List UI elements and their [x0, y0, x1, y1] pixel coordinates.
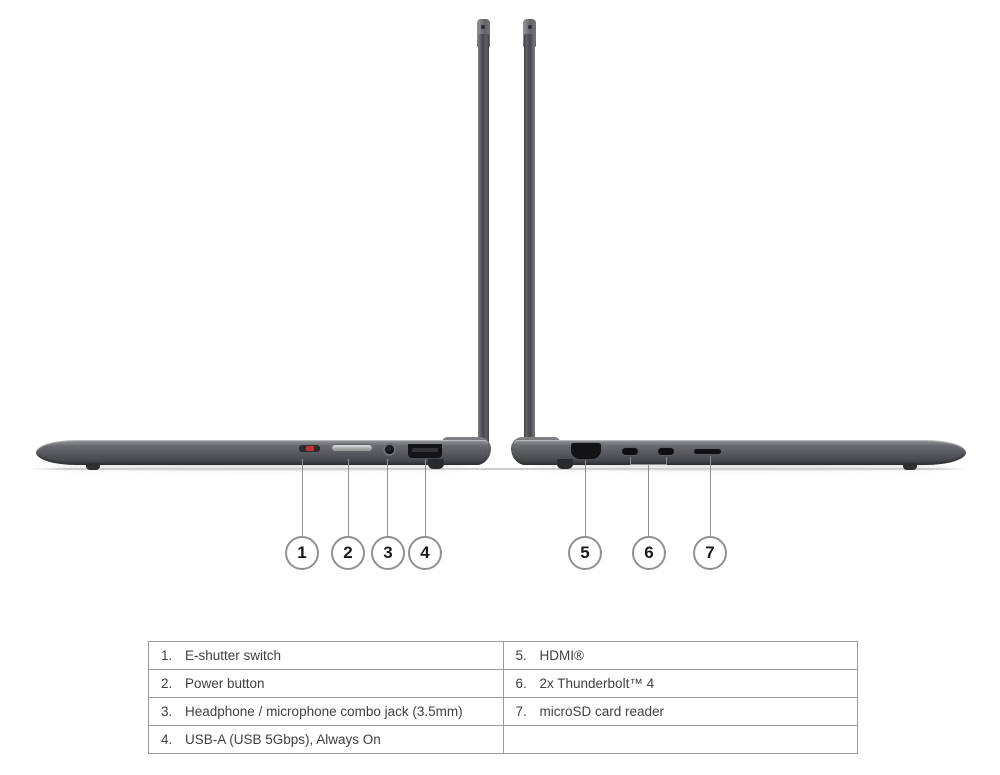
table-cell: [503, 726, 858, 754]
thunderbolt-port-icon: [621, 447, 639, 456]
item-number: 3.: [161, 704, 173, 719]
table-cell: [503, 698, 858, 726]
usb-a-port-icon: [408, 442, 442, 458]
power-button-icon: [331, 444, 373, 452]
table-cell: [149, 698, 504, 726]
item-number: 4.: [161, 732, 173, 747]
table-cell: [149, 726, 504, 754]
rubber-foot: [903, 463, 917, 470]
webcam-icon: [481, 25, 485, 29]
e-shutter-switch-icon: [299, 445, 320, 452]
callout-4: [408, 536, 442, 570]
item-label: microSD card reader: [539, 704, 665, 719]
callout-3-number: 3: [383, 543, 393, 562]
callout-7: [693, 536, 727, 570]
callout-2-number: 2: [343, 543, 353, 562]
item-label: 2x Thunderbolt™ 4: [539, 676, 655, 691]
leader-line-1: [302, 459, 303, 536]
hdmi-port-icon: [571, 442, 601, 459]
leader-line-2: [348, 459, 349, 536]
headphone-jack-icon: [383, 443, 396, 456]
table-cell: [503, 670, 858, 698]
laptop-lid: [478, 34, 489, 444]
table-cell: [503, 642, 858, 670]
callout-5: [568, 536, 602, 570]
callout-1-number: 1: [297, 543, 307, 562]
callout-6-number: 6: [644, 543, 654, 562]
rubber-foot: [428, 459, 444, 469]
item-label: Headphone / microphone combo jack (3.5mm): [185, 704, 463, 719]
rubber-foot: [557, 459, 573, 469]
item-number: 2.: [161, 676, 173, 691]
leader-line-7: [710, 456, 711, 536]
leader-line-6: [648, 464, 649, 536]
usb-a-tongue: [412, 448, 438, 452]
thunderbolt-port-icon: [657, 447, 675, 456]
item-label: HDMI®: [539, 648, 584, 663]
callout-2: [331, 536, 365, 570]
item-number: 7.: [515, 704, 527, 719]
callout-5-number: 5: [580, 543, 590, 562]
table-row: [149, 670, 858, 698]
leader-line-5: [585, 460, 586, 536]
callout-3: [371, 536, 405, 570]
callout-6: [632, 536, 666, 570]
leader-line-4: [425, 459, 426, 536]
item-label: Power button: [185, 676, 265, 691]
callout-7-number: 7: [705, 543, 715, 562]
table-row: [149, 642, 858, 670]
item-label: USB-A (USB 5Gbps), Always On: [185, 732, 381, 747]
item-number: 5.: [515, 648, 527, 663]
table-row: [149, 726, 858, 754]
ground-shadow-line: [30, 468, 968, 470]
table-cell: [149, 670, 504, 698]
item-number: 6.: [515, 676, 527, 691]
microsd-slot-icon: [694, 449, 721, 454]
webcam-icon: [528, 25, 532, 29]
legend-table: [148, 641, 858, 754]
table-row: [149, 698, 858, 726]
callout-1: [285, 536, 319, 570]
laptop-lid: [524, 34, 535, 444]
e-shutter-red-marker: [306, 446, 314, 451]
item-label: E-shutter switch: [185, 648, 282, 663]
leader-line-3: [387, 459, 388, 536]
rubber-foot: [86, 463, 100, 470]
table-cell: [149, 642, 504, 670]
callout-4-number: 4: [420, 543, 430, 562]
item-number: 1.: [161, 648, 173, 663]
